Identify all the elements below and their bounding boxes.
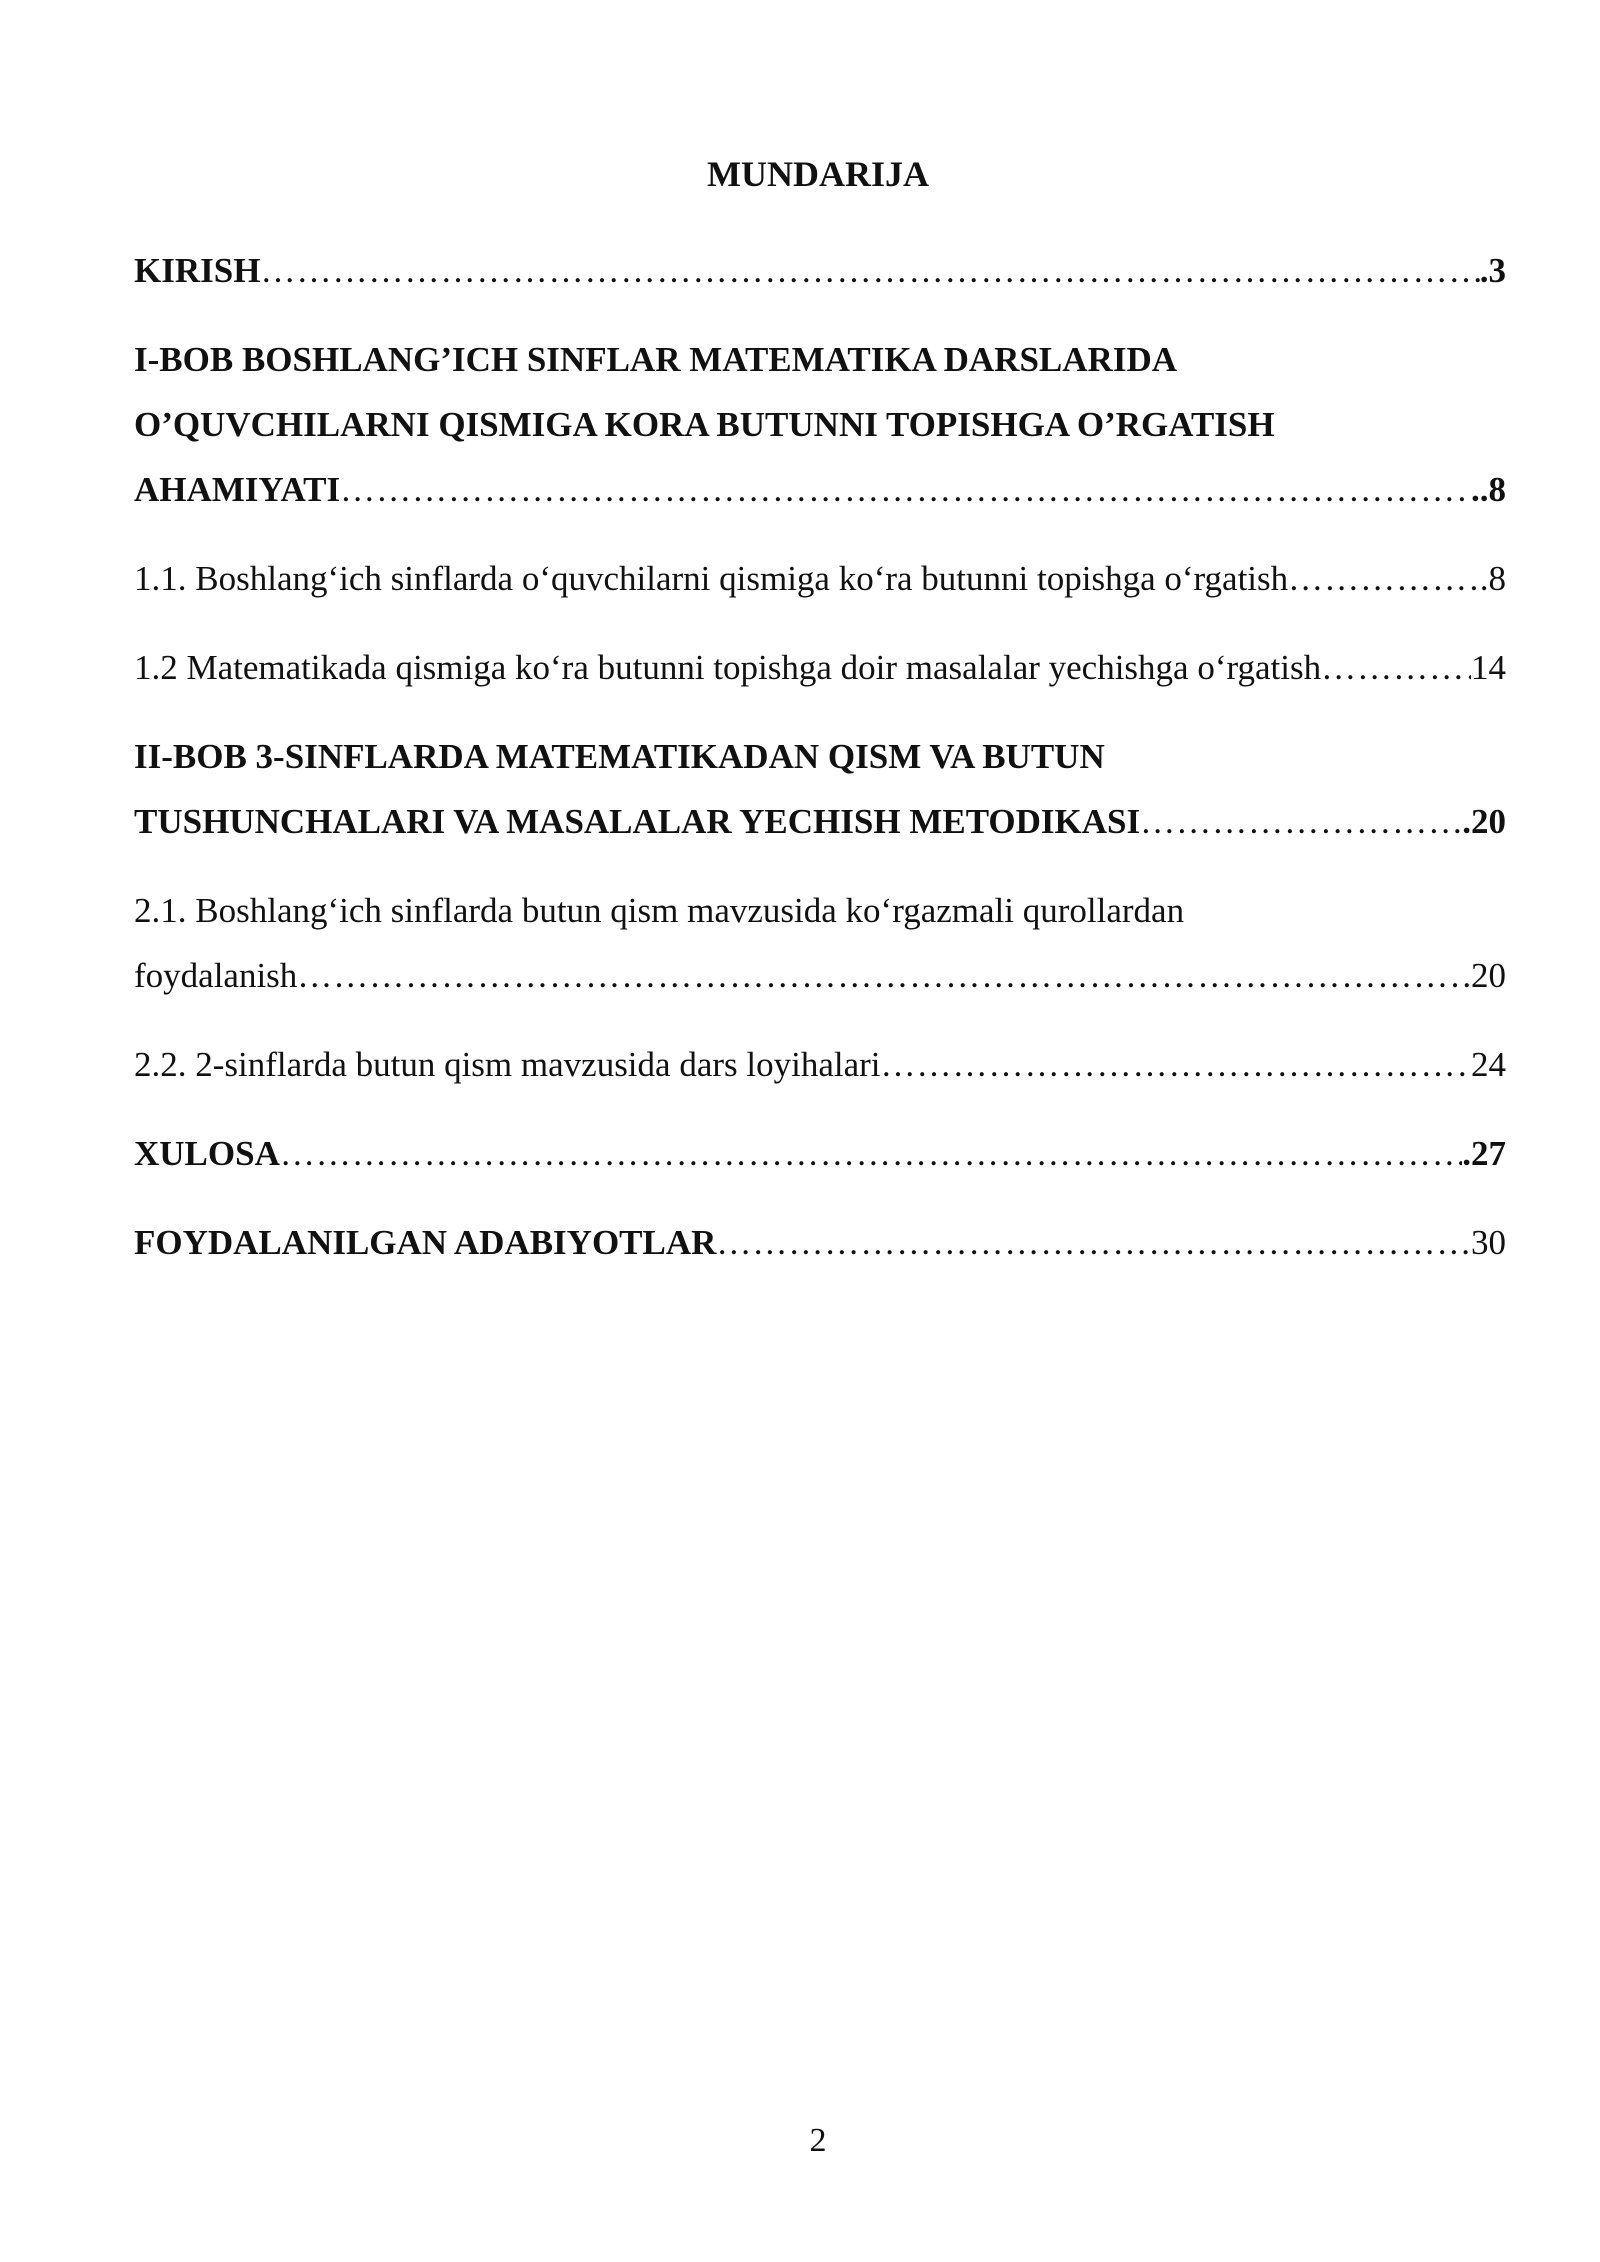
- toc-entry-label: II-BOB 3-SINFLARDA MATEMATIKADAN QISM VA BUTUN: [134, 737, 1105, 776]
- dot-leader: [340, 457, 1471, 522]
- toc-entry-label: O’QUVCHILARNI QISMIGA KORA BUTUNNI TOPISHGA O’RGATISH: [134, 405, 1275, 444]
- toc-entry-page: .27: [1462, 1134, 1506, 1173]
- toc-entry-chapter-1[interactable]: [134, 327, 1506, 522]
- dot-leader: [297, 943, 1471, 1008]
- toc-entry-label: 2.2. 2-sinflarda butun qism mavzusida dars loyihalari: [134, 1045, 881, 1084]
- toc-entry-page: .3: [1479, 251, 1506, 290]
- page-number: 2: [809, 2122, 827, 2159]
- table-of-contents: [134, 238, 1506, 1299]
- toc-entry-kirish[interactable]: [134, 238, 1506, 303]
- toc-entry-page: .8: [1479, 559, 1506, 598]
- toc-entry-label: 1.2 Matematikada qismiga ko‘ra butunni topishga doir masalalar yechishga o‘rgatish: [134, 648, 1322, 687]
- toc-title: MUNDARIJA: [707, 154, 929, 194]
- toc-entry-label: XULOSA: [134, 1134, 280, 1173]
- dot-leader: [716, 1210, 1471, 1275]
- dot-leader: [1140, 789, 1462, 854]
- dot-leader: [260, 238, 1479, 303]
- toc-entry-page: ..8: [1471, 470, 1506, 509]
- dot-leader: [881, 1032, 1471, 1097]
- toc-entry-section-2-2[interactable]: [134, 1032, 1506, 1097]
- toc-entry-xulosa[interactable]: [134, 1121, 1506, 1186]
- toc-entry-label: AHAMIYATI: [134, 470, 341, 509]
- dot-leader: [280, 1121, 1462, 1186]
- toc-entry-section-2-1[interactable]: [134, 878, 1506, 1008]
- toc-entry-chapter-2[interactable]: [134, 724, 1506, 854]
- toc-entry-label: FOYDALANILGAN ADABIYOTLAR: [134, 1223, 717, 1262]
- toc-entry-page: 30: [1471, 1223, 1506, 1262]
- toc-entry-label: foydalanish: [134, 956, 298, 995]
- dot-leader: [1288, 546, 1480, 611]
- toc-entry-section-1-2[interactable]: [134, 635, 1506, 700]
- toc-entry-label: 1.1. Boshlang‘ich sinflarda o‘quvchilarni qismiga ko‘ra butunni topishga o‘rgatish: [134, 559, 1289, 598]
- toc-entry-page: 14: [1471, 648, 1506, 687]
- toc-entry-page: .20: [1462, 802, 1506, 841]
- toc-entry-label: 2.1. Boshlang‘ich sinflarda butun qism mavzusida ko‘rgazmali qurollardan: [134, 891, 1185, 930]
- toc-entry-page: 24: [1471, 1045, 1506, 1084]
- dot-leader: [1321, 635, 1471, 700]
- toc-entry-section-1-1[interactable]: [134, 546, 1506, 611]
- toc-entry-label: TUSHUNCHALARI VA MASALALAR YECHISH METODIKASI: [134, 802, 1141, 841]
- toc-entry-label: KIRISH: [134, 251, 261, 290]
- toc-entry-page: 20: [1471, 956, 1506, 995]
- toc-entry-references[interactable]: [134, 1210, 1506, 1275]
- toc-entry-label: I-BOB BOSHLANG’ICH SINFLAR MATEMATIKA DARSLARIDA: [134, 340, 1177, 379]
